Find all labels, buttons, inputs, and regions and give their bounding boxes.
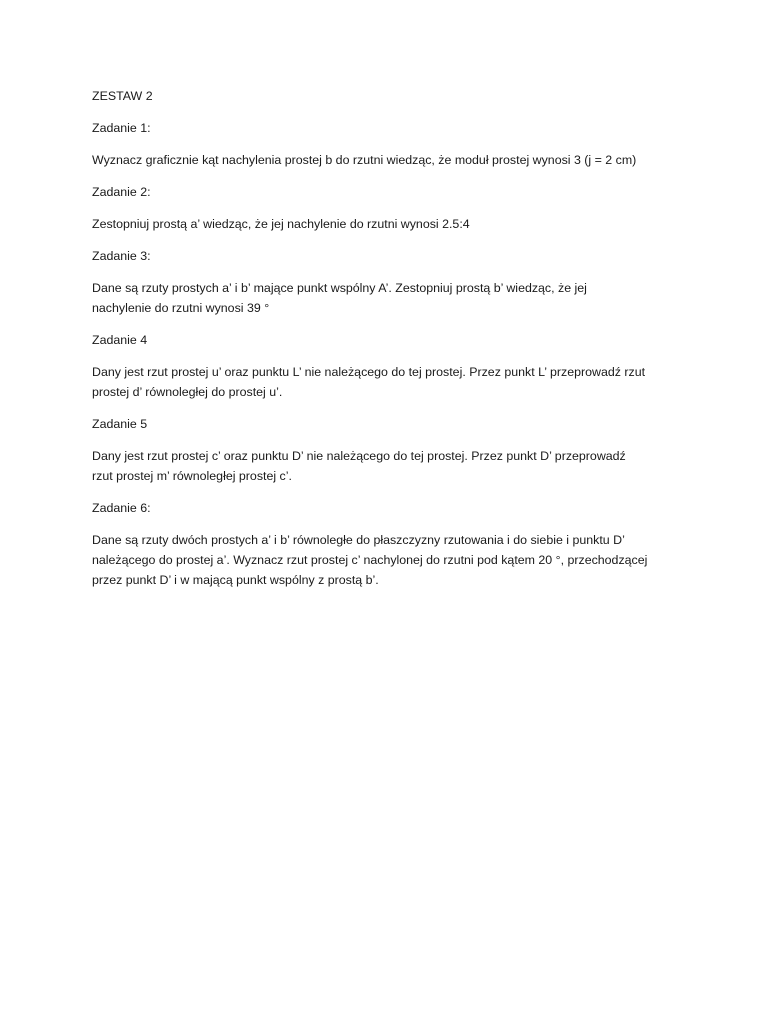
- task-4: [92, 330, 692, 402]
- task-4-text: [92, 362, 692, 402]
- task-3: [92, 246, 692, 318]
- task-4-line-2: prostej d’ równoległej do prostej u’.: [92, 385, 283, 399]
- task-6-line-1: Dane są rzuty dwóch prostych a’ i b’ równoległe do płaszczyzny rzutowania i do siebie i punktu D’: [92, 533, 625, 547]
- task-6-text: [92, 530, 692, 590]
- task-5-line-2: rzut prostej m’ równoległej prostej c’.: [92, 469, 292, 483]
- task-6: [92, 498, 692, 590]
- task-1: [92, 118, 692, 170]
- task-3-heading: Zadanie 3:: [92, 249, 151, 263]
- task-3-line-2: nachylenie do rzutni wynosi 39 °: [92, 301, 270, 315]
- task-4-line-1: Dany jest rzut prostej u’ oraz punktu L’ nie należącego do tej prostej. Przez punkt L’ przeprowadź rzut: [92, 365, 646, 379]
- task-1-text: [92, 150, 692, 170]
- task-1-line-1: Wyznacz graficznie kąt nachylenia prostej b do rzutni wiedząc, że moduł prostej wynosi 3 (j = 2 cm): [92, 153, 637, 167]
- task-6-line-2: należącego do prostej a’. Wyznacz rzut prostej c’ nachylonej do rzutni pod kątem 20 °, przechodzącej: [92, 553, 648, 567]
- task-1-heading: Zadanie 1:: [92, 121, 151, 135]
- task-6-heading: Zadanie 6:: [92, 501, 151, 515]
- task-2: [92, 182, 692, 234]
- task-4-heading: Zadanie 4: [92, 333, 148, 347]
- document-title: ZESTAW 2: [92, 89, 153, 103]
- task-5-text: [92, 446, 692, 486]
- task-5-line-1: Dany jest rzut prostej c’ oraz punktu D’ nie należącego do tej prostej. Przez punkt D’ przeprowadź: [92, 449, 626, 463]
- task-6-line-3: przez punkt D’ i w mającą punkt wspólny z prostą b’.: [92, 573, 379, 587]
- task-3-text: [92, 278, 692, 318]
- task-3-line-1: Dane są rzuty prostych a’ i b’ mające punkt wspólny A’. Zestopniuj prostą b’ wiedząc, że jej: [92, 281, 587, 295]
- task-5: [92, 414, 692, 486]
- document-page: [92, 86, 692, 602]
- task-5-heading: Zadanie 5: [92, 417, 148, 431]
- task-2-line-1: Zestopniuj prostą a’ wiedząc, że jej nachylenie do rzutni wynosi 2.5:4: [92, 217, 470, 231]
- task-2-text: [92, 214, 692, 234]
- task-2-heading: Zadanie 2:: [92, 185, 151, 199]
